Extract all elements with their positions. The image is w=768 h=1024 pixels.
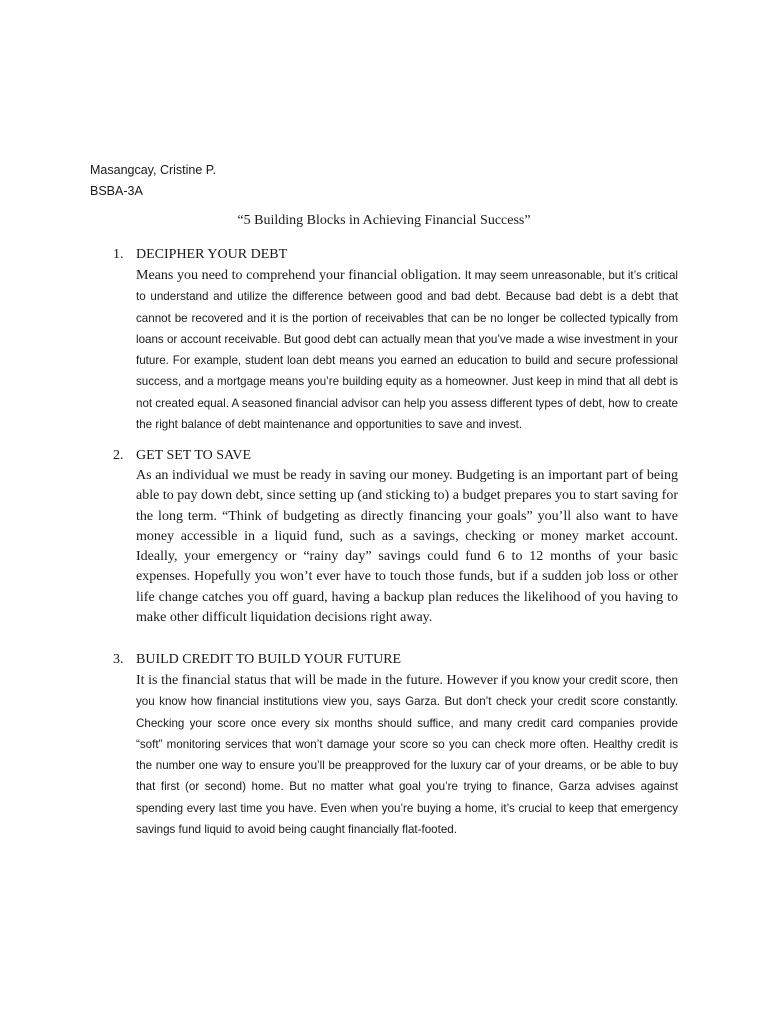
author-name: Masangcay, Cristine P. [90,163,216,177]
header-block [90,160,216,202]
list-item-build-credit [113,650,678,840]
section-heading-text: DECIPHER YOUR DEBT [136,247,288,262]
section-number: 2. [113,448,124,463]
section-body-rest: if you know your credit score, then you know how financial institutions view you, says Garza. But don’t check your credit score constantly. Checking your score once every six months should suffice, and many credit card companies provide “soft” monitoring services that won’t damage your score so you can check more often. Healthy credit is the number one way to ensure you’ll be preapproved for the luxury car of your dreams, or be able to buy that first (or second) home. But no matter what goal you’re trying to finance, Garza advises against spending every last time you have. Even when you’re buying a home, it’s crucial to keep that emergency savings fund liquid to avoid being caught financially flat-footed. [136,674,679,837]
section-number: 3. [113,652,124,667]
section-body [136,670,678,840]
section-body-lead: It is the financial status that will be made in the future. However [136,673,502,688]
list-item-get-set-to-save [113,446,678,628]
section-body: As an individual we must be ready in saving our money. Budgeting is an important part of being able to pay down debt, since setting up (and sticking to) a budget prepares you to start saving for the long term. “Think of budgeting as directly financing your goals” you’ll also want to have money accessible in a liquid fund, such as a savings, checking or money market account. Ideally, your emergency or “rainy day” savings could fund 6 to 12 months of your basic expenses. Hopefully you won’t ever have to touch those funds, but if a sudden job loss or other life change catches you off guard, having a backup plan reduces the likelihood of you having to make other difficult liquidation decisions right away. [136,468,678,626]
section-body [136,265,678,435]
document-title: “5 Building Blocks in Achieving Financial Success” [237,213,531,228]
list-item-decipher-debt [113,245,678,435]
section-body-lead: Means you need to comprehend your financial obligation. [136,268,465,283]
section-code: BSBA-3A [90,184,143,198]
section-heading [113,446,678,466]
section-heading-text: GET SET TO SAVE [136,448,252,463]
section-body-rest: It may seem unreasonable, but it’s critical to understand and utilize the difference between good and bad debt. Because bad debt is a debt that cannot be recovered and it is the portion of receivables that can be no longer be collected typically from loans or account receivable. But good debt can actually mean that you’ve made a wise investment in your future. For example, student loan debt means you earned an education to build and secure professional success, and a mortgage means you’re building equity as a homeowner. Just keep in mind that all debt is not created equal. A seasoned financial advisor can help you assess different types of debt, how to create the right balance of debt maintenance and opportunities to save and invest. [136,269,678,432]
section-heading [113,245,678,265]
section-heading-text: BUILD CREDIT TO BUILD YOUR FUTURE [136,652,402,667]
section-heading [113,650,678,670]
section-number: 1. [113,247,124,262]
